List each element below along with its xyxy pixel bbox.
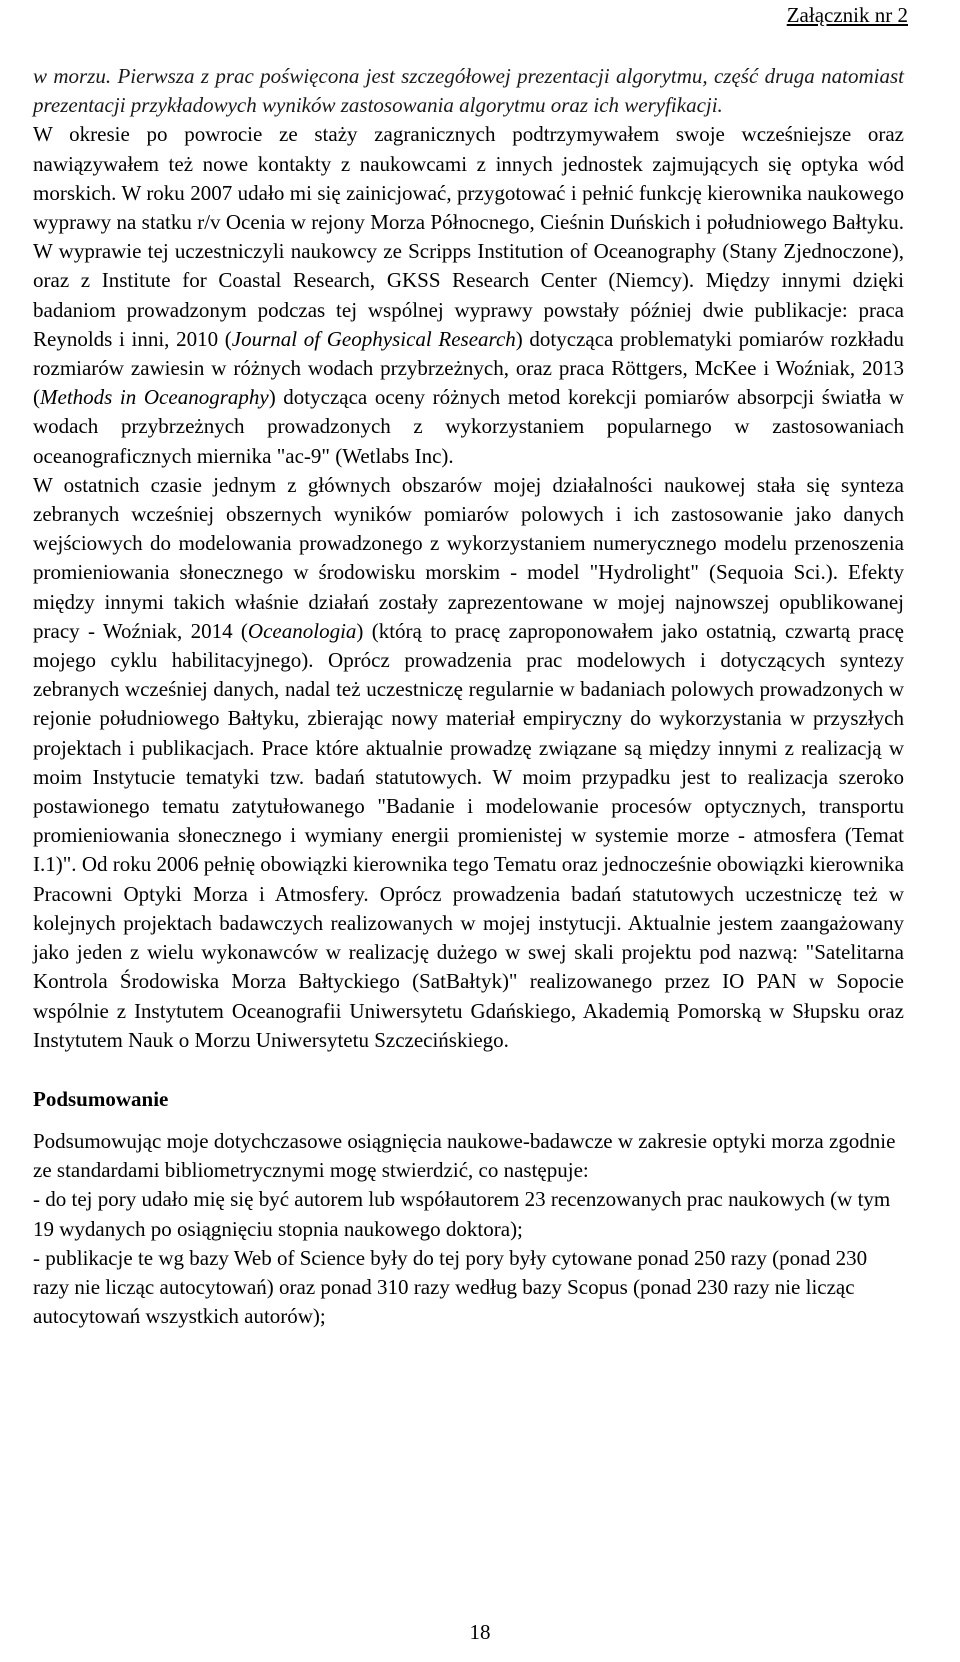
summary-bullet: - publikacje te wg bazy Web of Science były do tej pory były cytowane ponad 250 razy (ponad 230 razy nie licząc autocytowań) oraz ponad 310 razy według bazy Scopus (ponad 230 razy nie licząc autocytowań wszystkich autorów); bbox=[33, 1245, 868, 1329]
summary-section bbox=[33, 1127, 904, 1331]
paragraph-recent-work-text-1: W ostatnich czasie jednym z głównych obszarów mojej działalności naukowej stała się synteza zebranych wcześniej obszernych wyników pomiarów polowych i ich zastosowanie jako danych wejściowych do modelowania prowadzonego z wykorzystaniem numerycznego modelu przenoszenia promieniowania słonecznego w środowisku morskim - model "Hydrolight" (Sequoia Sci.). Efekty między innymi takich właśnie działań zostały zaprezentowane w mojej najnowszej opublikowanej pracy - Woźniak, 2014 ( bbox=[33, 472, 904, 643]
paragraph-recent-work-text-2: ) (którą to pracę zaproponowałem jako ostatnią, czwartą pracę mojego cyklu habilitacyjnego). Oprócz prowadzenia prac modelowych i dotyczących syntezy zebranych wcześniej danych, nadal też uczestniczę regularnie w badaniach polowych prowadzonych w rejonie południowego Bałtyku, zbierając nowy materiał empiryczny do wykorzystania w przyszłych projektach i publikacjach. Prace które aktualnie prowadzę związane są między innymi z realizacją w moim Instytucie tematyki tzw. badań statutowych. W moim przypadku jest to realizacja szeroko postawionego tematu zatytułowanego "Badanie i modelowanie procesów optycznych, transportu promieniowania słonecznego i wymiany energii promienistej w systemie morze - atmosfera (Temat I.1)". Od roku 2006 pełnię obowiązki kierownika tego Tematu oraz jednocześnie obowiązki kierownika Pracowni Optyki Morza i Atmosfery. Oprócz prowadzenia badań statutowych uczestniczę też w kolejnych projektach badawczych realizowanych w mojej instytucji. Aktualnie jestem zaangażowany jako jeden z wielu wykonawców w realizację dużego w swej skali projektu pod nazwą: "Satelitarna Kontrola Środowiska Morza Bałtyckiego (SatBałtyk)" realizowanego przez IO PAN w Sopocie wspólnie z Instytutem Oceanografii Uniwersytetu Gdańskiego, Akademią Pomorską w Słupsku oraz Instytutem Nauk o Morzu Uniwersytetu Szczecińskiego. bbox=[33, 618, 905, 1052]
section-heading-summary: Podsumowanie bbox=[33, 1086, 169, 1111]
journal-title-jgr: Journal of Geophysical Research bbox=[231, 326, 516, 351]
page-number: 18 bbox=[469, 1620, 491, 1644]
paragraph-recent-work bbox=[33, 471, 904, 1055]
attachment-label: Załącznik nr 2 bbox=[786, 3, 908, 27]
summary-bullet: - do tej pory udało mię się być autorem lub współautorem 23 recenzowanych prac naukowych (w tym 19 wydanych po osiągnięciu stopnia naukowego doktora); bbox=[33, 1187, 891, 1241]
paragraph-expedition-text-3: ) dotycząca oceny różnych metod korekcji pomiarów absorpcji światła w wodach przybrzeżnych prowadzonych z wykorzystaniem popularnego w zastosowaniach oceanograficznych miernika "ac-9" (Wetlabs Inc). bbox=[33, 385, 904, 468]
paragraph-expedition-text-1: W okresie po powrocie ze staży zagranicznych podtrzymywałem swoje wcześniejsze oraz nawiązywałem też nowe kontakty z naukowcami z innych jednostek zajmujących się optyka wód morskich. W roku 2007 udało mi się zainicjować, przygotować i pełnić funkcję kierownika naukowego wyprawy na statku r/v Ocenia w rejony Morza Północnego, Cieśnin Duńskich i południowego Bałtyku. W wyprawie tej uczestniczyli naukowcy ze Scripps Institution of Oceanography (Stany Zjednoczone), oraz z Institute for Coastal Research, GKSS Research Center (Niemcy). Między innymi dzięki badaniom prowadzonym podczas tej wspólnej wyprawy powstały później dwie publikacje: praca Reynolds i inni, 2010 ( bbox=[33, 122, 904, 351]
intro-paragraph: w morzu. Pierwsza z prac poświęcona jest szczegółowej prezentacji algorytmu, część druga natomiast prezentacji przykładowych wyników zastosowania algorytmu oraz ich weryfikacji. bbox=[33, 64, 904, 118]
journal-title-methods: Methods in Oceanography bbox=[40, 385, 269, 410]
document-body bbox=[33, 62, 904, 1331]
journal-title-oceanologia: Oceanologia bbox=[247, 618, 357, 643]
paragraph-expedition bbox=[33, 120, 904, 470]
paragraph-expedition-text-2: ) dotycząca problematyki pomiarów rozkładu rozmiarów zawiesin w różnych wodach przybrzeżnych, oraz praca Röttgers, McKee i Woźniak, 2013 ( bbox=[33, 326, 904, 410]
summary-intro: Podsumowując moje dotychczasowe osiągnięcia naukowe-badawcze w zakresie optyki morza zgodnie ze standardami bibliometrycznymi mogę stwierdzić, co następuje: bbox=[33, 1128, 896, 1183]
